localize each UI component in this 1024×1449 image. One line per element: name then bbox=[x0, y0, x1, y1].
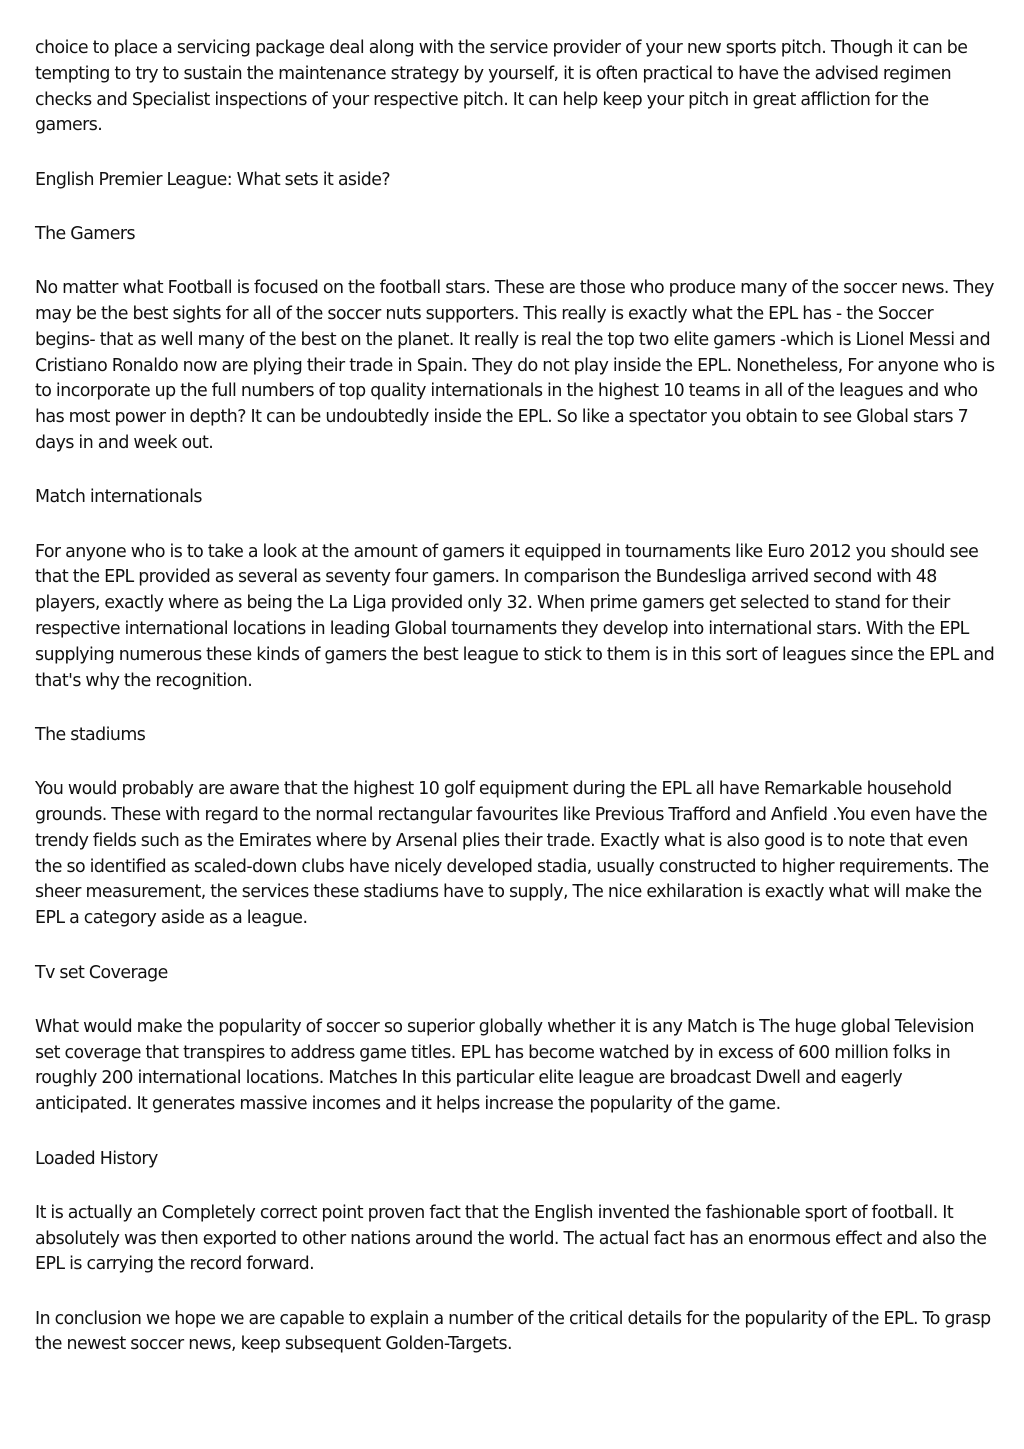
body-paragraph: It is actually an Completely correct point proven fact that the English invented the fashionable sport of football. It absolutely was then exported to other nations around the world. The actual fact has an enormous effect and also the EPL is carrying the record forward. bbox=[35, 1202, 987, 1275]
section-heading-tv-coverage: Tv set Coverage bbox=[35, 962, 168, 983]
body-paragraph: choice to place a servicing package deal along with the service provider of your new sports pitch. Though it can be tempting to try to sustain the maintenance strategy by yourself, it is often practical to have the advised regimen checks and Specialist inspections of your respective pitch. It can help keep your pitch in great affliction for the gamers. bbox=[35, 38, 968, 136]
section-heading-gamers: The Gamers bbox=[35, 223, 135, 244]
section-heading-match-internationals: Match internationals bbox=[35, 487, 202, 508]
section-heading-stadiums: The stadiums bbox=[35, 724, 146, 745]
conclusion-paragraph: In conclusion we hope we are capable to explain a number of the critical details for the popularity of the EPL. To grasp the newest soccer news, keep subsequent Golden-Targets. bbox=[35, 1308, 991, 1355]
body-paragraph: What would make the popularity of soccer so superior globally whether it is any Match is The huge global Television set coverage that transpires to address game titles. EPL has become watched by in excess of 600 million folks in roughly 200 international locations. Matches In this particular elite league are broadcast Dwell and eagerly anticipated. It generates massive incomes and it helps increase the popularity of the game. bbox=[35, 1016, 974, 1115]
section-heading-loaded-history: Loaded History bbox=[35, 1148, 158, 1169]
article-heading: English Premier League: What sets it aside? bbox=[35, 169, 391, 190]
body-paragraph: No matter what Football is focused on the football stars. These are those who produce many of the soccer news. They may be the best sights for all of the soccer nuts supporters. This really is exactly what the EPL has - the Soccer begins- that as well many of the best on the planet. It really is real the top two elite gamers -which is Lionel Messi and Cristiano Ronaldo now are plying their trade in Spain. They do not play inside the EPL. Nonetheless, For anyone who is to incorporate up the full numbers of top quality internationals in the highest 10 teams in all of the leagues and who has most power in depth? It can be undoubtedly inside the EPL. So like a spectator you obtain to see Global stars 7 days in and week out. bbox=[35, 278, 995, 454]
document-page bbox=[35, 36, 997, 1387]
body-paragraph: For anyone who is to take a look at the amount of gamers it equipped in tournaments like Euro 2012 you should see that the EPL provided as several as seventy four gamers. In comparison the Bundesliga arrived second with 48 players, exactly where as being the La Liga provided only 32. When prime gamers get selected to stand for their respective international locations in leading Global tournaments they develop into international stars. With the EPL supplying numerous these kinds of gamers the best league to stick to them is in this sort of leagues since the EPL and that's why the recognition. bbox=[35, 541, 995, 691]
body-paragraph: You would probably are aware that the highest 10 golf equipment during the EPL all have Remarkable household grounds. These with regard to the normal rectangular favourites like Previous Trafford and Anfield .You even have the trendy fields such as the Emirates where by Arsenal plies their trade. Exactly what is also good is to note that even the so identified as scaled-down clubs have nicely developed stadia, usually constructed to higher requirements. The sheer measurement, the services these stadiums have to supply, The nice exhilaration is exactly what will make the EPL a category aside as a league. bbox=[35, 779, 989, 929]
